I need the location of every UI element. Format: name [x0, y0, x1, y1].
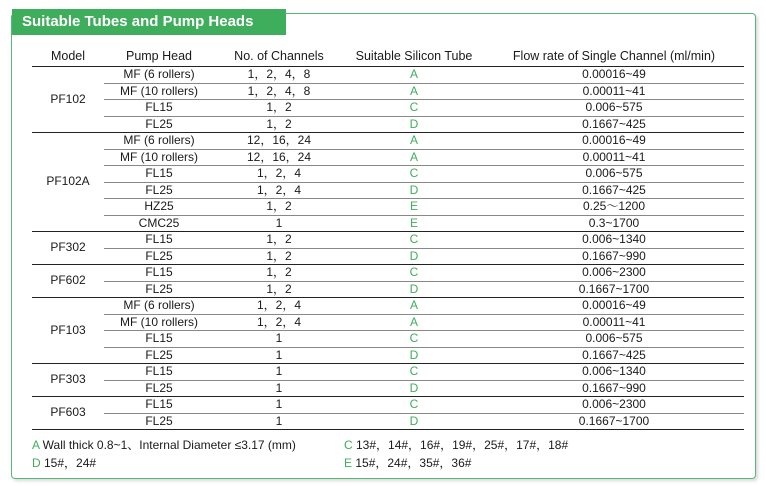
pump-head-cell: MF (10 rollers) [104, 83, 214, 100]
tube-cell: D [344, 248, 484, 265]
channels-cell: 1，2 [214, 116, 344, 133]
table-row [32, 149, 744, 166]
model-cell: PF103 [32, 298, 104, 364]
channels-cell: 1，2，4，8 [214, 67, 344, 84]
header-flow-rate: Flow rate of Single Channel (ml/min) [484, 46, 744, 67]
tube-cell: C [344, 364, 484, 381]
flow-rate-cell: 0.1667~990 [484, 248, 744, 265]
tube-cell: D [344, 380, 484, 397]
table-row [32, 215, 744, 232]
pump-head-table [32, 46, 744, 430]
channels-cell: 1，2 [214, 265, 344, 282]
flow-rate-cell: 0.00016~49 [484, 298, 744, 315]
channels-cell: 12，16，24 [214, 149, 344, 166]
model-cell: PF602 [32, 265, 104, 298]
header-channels: No. of Channels [214, 46, 344, 67]
flow-rate-cell: 0.00016~49 [484, 67, 744, 84]
flow-rate-cell: 0.006~1340 [484, 232, 744, 249]
table-row [32, 331, 744, 348]
flow-rate-cell: 0.006~2300 [484, 265, 744, 282]
note-letter: E [344, 456, 353, 470]
pump-head-cell: FL25 [104, 281, 214, 298]
pump-head-cell: MF (6 rollers) [104, 67, 214, 84]
channels-cell: 1，2，4 [214, 166, 344, 183]
pump-head-cell: FL25 [104, 182, 214, 199]
notes-line [32, 454, 744, 472]
channels-cell: 1，2 [214, 100, 344, 117]
flow-rate-cell: 0.006~2300 [484, 397, 744, 414]
header-model: Model [32, 46, 104, 67]
channels-cell: 1，2，4 [214, 182, 344, 199]
note-c [344, 436, 568, 454]
pump-head-cell: FL25 [104, 116, 214, 133]
flow-rate-cell: 0.1667~1700 [484, 413, 744, 430]
channels-cell: 1 [214, 215, 344, 232]
pump-head-cell: FL15 [104, 166, 214, 183]
pump-head-cell: FL25 [104, 380, 214, 397]
pump-head-cell: FL25 [104, 248, 214, 265]
note-a [32, 436, 296, 454]
note-text: Wall thick 0.8~1、Internal Diameter ≤3.17 (mm) [39, 438, 296, 452]
model-cell: PF102A [32, 133, 104, 232]
header-pump-head: Pump Head [104, 46, 214, 67]
model-cell: PF102 [32, 67, 104, 133]
flow-rate-cell: 0.1667~990 [484, 380, 744, 397]
pump-head-cell: MF (10 rollers) [104, 314, 214, 331]
table-row [32, 232, 744, 249]
tube-cell: A [344, 133, 484, 150]
channels-cell: 1，2 [214, 232, 344, 249]
model-cell: PF303 [32, 364, 104, 397]
table-row [32, 364, 744, 381]
tube-cell: A [344, 149, 484, 166]
channels-cell: 1 [214, 413, 344, 430]
channels-cell: 1，2 [214, 281, 344, 298]
tube-cell: C [344, 166, 484, 183]
note-letter: D [32, 456, 41, 470]
model-cell: PF603 [32, 397, 104, 430]
model-cell: PF302 [32, 232, 104, 265]
table-header-row [32, 46, 744, 67]
channels-cell: 1 [214, 380, 344, 397]
tube-cell: C [344, 331, 484, 348]
pump-head-cell: HZ25 [104, 199, 214, 216]
table-row [32, 380, 744, 397]
flow-rate-cell: 0.25～1200 [484, 199, 744, 216]
channels-cell: 1，2 [214, 248, 344, 265]
flow-rate-cell: 0.006~1340 [484, 364, 744, 381]
channels-cell: 1，2，4，8 [214, 83, 344, 100]
tube-cell: E [344, 199, 484, 216]
pump-head-cell: MF (6 rollers) [104, 133, 214, 150]
channels-cell: 1 [214, 347, 344, 364]
pump-head-cell: FL15 [104, 100, 214, 117]
note-text: 15#，24# [40, 456, 97, 470]
pump-head-cell: FL15 [104, 265, 214, 282]
tube-cell: C [344, 100, 484, 117]
pump-head-cell: FL15 [104, 331, 214, 348]
tube-cell: E [344, 215, 484, 232]
tube-notes [32, 436, 744, 472]
pump-head-cell: FL15 [104, 364, 214, 381]
channels-cell: 1 [214, 364, 344, 381]
table-row [32, 298, 744, 315]
note-letter: C [344, 438, 353, 452]
table-row [32, 397, 744, 414]
tube-cell: A [344, 67, 484, 84]
table-row [32, 347, 744, 364]
flow-rate-cell: 0.1667~425 [484, 116, 744, 133]
header-tube: Suitable Silicon Tube [344, 46, 484, 67]
table-row [32, 199, 744, 216]
tube-cell: C [344, 232, 484, 249]
flow-rate-cell: 0.1667~1700 [484, 281, 744, 298]
tube-cell: C [344, 265, 484, 282]
tube-cell: D [344, 413, 484, 430]
table-row [32, 67, 744, 84]
channels-cell: 1 [214, 397, 344, 414]
table-row [32, 265, 744, 282]
tube-cell: A [344, 314, 484, 331]
note-d [32, 454, 96, 472]
table-row [32, 248, 744, 265]
flow-rate-cell: 0.00016~49 [484, 133, 744, 150]
flow-rate-cell: 0.00011~41 [484, 83, 744, 100]
pump-head-cell: FL25 [104, 347, 214, 364]
table-row [32, 166, 744, 183]
flow-rate-cell: 0.006~575 [484, 100, 744, 117]
flow-rate-cell: 0.00011~41 [484, 149, 744, 166]
flow-rate-cell: 0.006~575 [484, 166, 744, 183]
channels-cell: 12，16，24 [214, 133, 344, 150]
pump-head-cell: FL15 [104, 397, 214, 414]
table-row [32, 413, 744, 430]
pump-head-cell: FL15 [104, 232, 214, 249]
pump-head-cell: CMC25 [104, 215, 214, 232]
tube-cell: A [344, 298, 484, 315]
tube-cell: D [344, 347, 484, 364]
tube-cell: D [344, 116, 484, 133]
channels-cell: 1 [214, 331, 344, 348]
channels-cell: 1，2，4 [214, 298, 344, 315]
flow-rate-cell: 0.1667~425 [484, 182, 744, 199]
tube-cell: D [344, 281, 484, 298]
table-row [32, 314, 744, 331]
note-text: 13#，14#，16#，19#，25#，17#，18# [352, 438, 569, 452]
notes-line [32, 436, 744, 454]
pump-head-cell: MF (10 rollers) [104, 149, 214, 166]
note-text: 15#，24#，35#，36# [352, 456, 472, 470]
flow-rate-cell: 0.00011~41 [484, 314, 744, 331]
table-row [32, 182, 744, 199]
table-row [32, 100, 744, 117]
channels-cell: 1，2，4 [214, 314, 344, 331]
tube-cell: A [344, 83, 484, 100]
table-row [32, 133, 744, 150]
table-row [32, 83, 744, 100]
flow-rate-cell: 0.006~575 [484, 331, 744, 348]
flow-rate-cell: 0.1667~425 [484, 347, 744, 364]
table-row [32, 116, 744, 133]
tube-cell: D [344, 182, 484, 199]
note-e [344, 454, 471, 472]
channels-cell: 1，2 [214, 199, 344, 216]
tube-cell: C [344, 397, 484, 414]
note-letter: A [32, 438, 40, 452]
pump-head-cell: FL25 [104, 413, 214, 430]
pump-head-cell: MF (6 rollers) [104, 298, 214, 315]
table-row [32, 281, 744, 298]
flow-rate-cell: 0.3~1700 [484, 215, 744, 232]
panel-title: Suitable Tubes and Pump Heads [12, 9, 286, 35]
